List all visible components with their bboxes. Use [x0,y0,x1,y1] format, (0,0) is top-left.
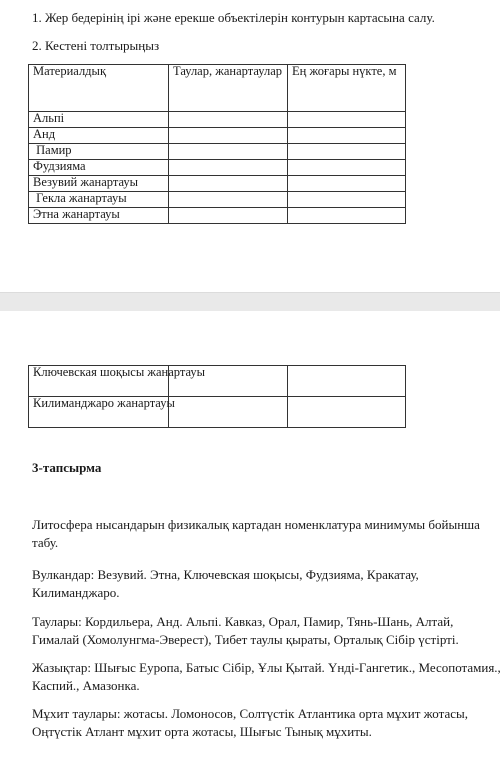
paragraph-volcanoes: Вулкандар: Везувий. Этна, Ключевская шоқысы, Фудзияма, Кракатау, Килиманджаро. [32,567,419,600]
table-header-row [29,65,406,112]
empty-cell[interactable] [169,160,288,176]
paragraph-ocean-ridges: Мұхит таулары: жотасы. Ломоносов, Солтүстік Атлантика орта мұхит жотасы, Оңтүстік Атлант мұхит орта жотасы, Шығыс Тынық мұхиты. [32,706,468,739]
row-label: Этна жанартауы [29,208,169,224]
empty-cell[interactable] [288,192,406,208]
page-break [0,292,500,312]
row-label: Ключевская шоқысы жанартауы [29,366,169,397]
empty-cell[interactable] [288,128,406,144]
table-row [29,397,406,428]
table-row [29,160,406,176]
table-row [29,128,406,144]
volcano-table-continuation [28,365,406,428]
table-row [29,112,406,128]
empty-cell[interactable] [169,176,288,192]
row-label: Фудзияма [29,160,169,176]
empty-cell[interactable] [288,397,406,428]
row-label: Анд [29,128,169,144]
task-3-heading: 3-тапсырма [32,460,102,475]
table-row [29,192,406,208]
empty-cell[interactable] [169,192,288,208]
empty-cell[interactable] [169,144,288,160]
row-label: Гекла жанартауы [29,192,169,208]
empty-cell[interactable] [288,176,406,192]
header-highest-point: Ең жоғары нүкте, м [288,65,406,112]
task-2-instruction: 2. Кестені толтырыңыз [32,38,160,53]
table-row [29,144,406,160]
empty-cell[interactable] [288,144,406,160]
table-row [29,176,406,192]
row-label: Килиманджаро жанартауы [29,397,169,428]
empty-cell[interactable] [288,112,406,128]
paragraph-plains: Жазықтар: Шығыс Еуропа, Батыс Сібір, Ұлы Қытай. Үнді-Гангетик., Месопотамия., Каспий., Амазонка. [32,660,501,693]
materials-table [28,64,406,224]
empty-cell[interactable] [288,160,406,176]
document-page-2 [0,311,500,772]
document-page-1 [0,0,500,292]
row-label: Везувий жанартауы [29,176,169,192]
row-label: Памир [29,144,169,160]
empty-cell[interactable] [169,397,288,428]
header-material: Материалдық [29,65,169,112]
empty-cell[interactable] [288,208,406,224]
table-row [29,366,406,397]
paragraph-lithosphere: Литосфера нысандарын физикалық картадан номенклатура минимумы бойынша табу. [32,517,480,550]
header-mountains: Таулар, жанартаулар [169,65,288,112]
task-1-instruction: 1. Жер бедерінің ірі және ерекше объектілерін контурын картасына салу. [32,10,435,25]
empty-cell[interactable] [169,208,288,224]
paragraph-mountains: Таулары: Кордильера, Анд. Альпі. Кавказ, Орал, Памир, Тянь-Шань, Алтай, Гималай (Хомолунгма-Эверест), Тибет таулы қыраты, Орталық Сібір үстірті. [32,614,459,647]
empty-cell[interactable] [288,366,406,397]
table-row [29,208,406,224]
row-label: Альпі [29,112,169,128]
empty-cell[interactable] [169,112,288,128]
empty-cell[interactable] [169,128,288,144]
